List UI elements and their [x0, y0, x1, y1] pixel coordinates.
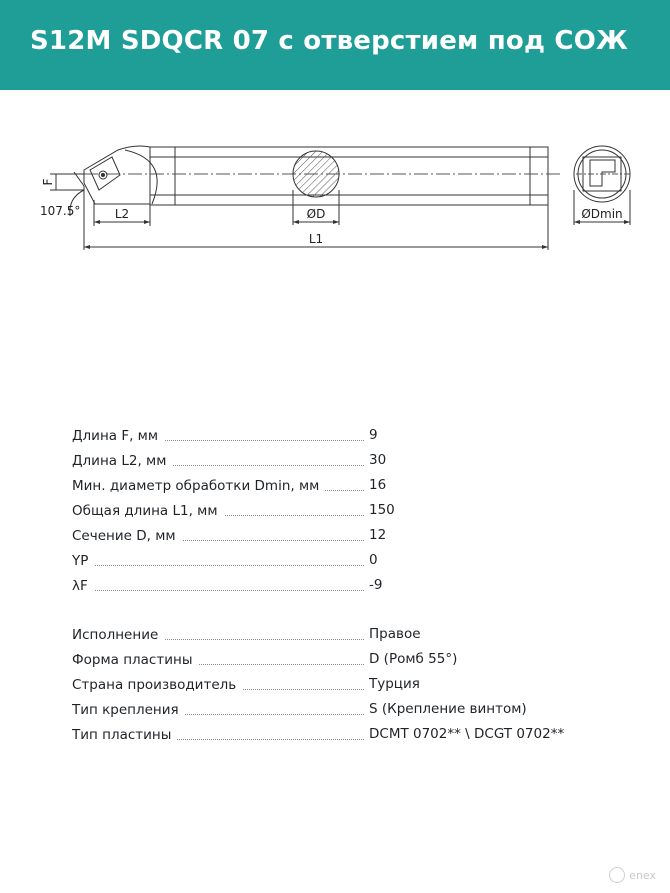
spec-value: D (Ромб 55°)	[369, 651, 458, 667]
spec-value: 12	[369, 527, 387, 543]
label-Dmin: ØDmin	[581, 207, 623, 221]
specs-table	[72, 425, 592, 745]
spec-row	[72, 649, 592, 669]
tool-head-curve	[125, 150, 157, 204]
spec-label: λF	[72, 577, 94, 595]
spec-label: Форма пластины	[72, 651, 198, 669]
watermark-logo	[609, 867, 656, 883]
label-L1: L1	[308, 232, 324, 246]
spec-label: Мин. диаметр обработки Dmin, мм	[72, 477, 325, 495]
page-title: S12M SDQCR 07 с отверстием под СОЖ	[30, 26, 629, 56]
spec-label: Тип крепления	[72, 701, 185, 719]
spec-value: DCMT 0702** \ DCGT 0702**	[369, 726, 565, 742]
spec-row	[72, 425, 592, 445]
spec-label: Сечение D, мм	[72, 527, 182, 545]
spec-label: Тип пластины	[72, 726, 177, 744]
label-D: ØD	[306, 207, 326, 221]
section-circle	[293, 151, 339, 197]
spec-label: Страна производитель	[72, 676, 242, 694]
spec-value: 150	[369, 502, 395, 518]
label-L2: L2	[114, 207, 130, 221]
spec-row	[72, 475, 592, 495]
tool-drawing	[0, 120, 670, 280]
spec-row	[72, 500, 592, 520]
spec-label: Длина F, мм	[72, 427, 164, 445]
spec-value: 9	[369, 427, 378, 443]
spec-row	[72, 724, 592, 744]
page-header	[0, 0, 670, 90]
spec-value: 0	[369, 552, 378, 568]
label-F: F	[41, 178, 55, 186]
spec-row	[72, 699, 592, 719]
spec-row	[72, 624, 592, 644]
spec-value: -9	[369, 577, 383, 593]
spec-value: Турция	[369, 676, 420, 692]
spec-row	[72, 575, 592, 595]
spec-label: Исполнение	[72, 626, 164, 644]
spec-label: Длина L2, мм	[72, 452, 172, 470]
logo-icon	[609, 867, 625, 883]
spec-row	[72, 525, 592, 545]
shank-body	[150, 147, 548, 205]
spec-label: YP	[72, 552, 94, 570]
spec-value: Правое	[369, 626, 421, 642]
spec-label: Общая длина L1, мм	[72, 502, 224, 520]
watermark-text: enex	[629, 868, 656, 882]
label-angle: 107.5°	[40, 204, 81, 218]
spec-row	[72, 674, 592, 694]
spec-value: S (Крепление винтом)	[369, 701, 527, 717]
spec-row	[72, 450, 592, 470]
spec-value: 16	[369, 477, 387, 493]
spec-row	[72, 550, 592, 570]
spec-value: 30	[369, 452, 387, 468]
